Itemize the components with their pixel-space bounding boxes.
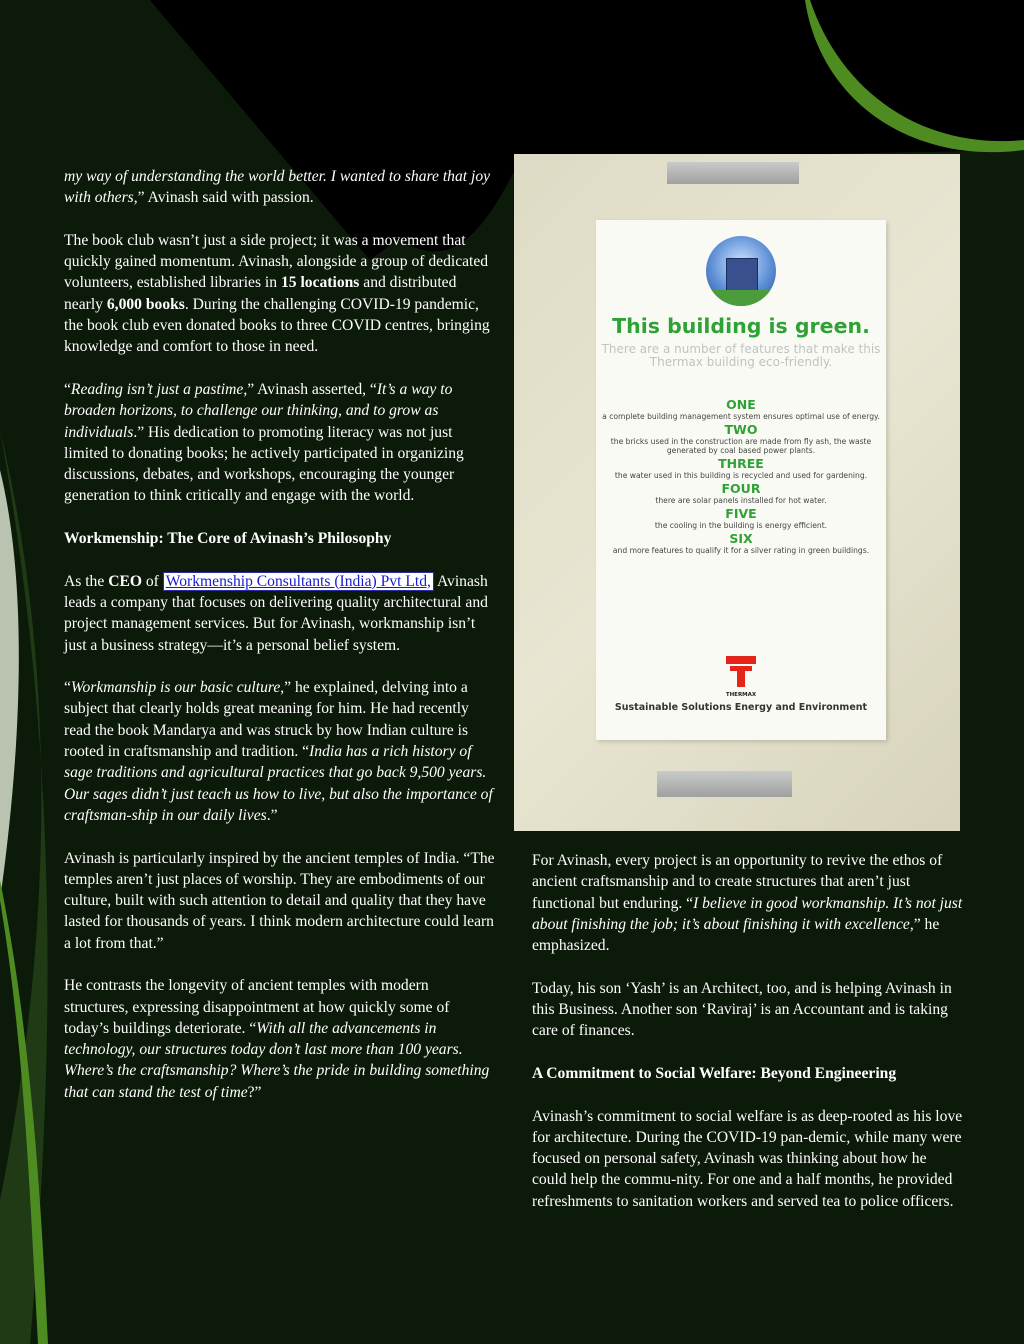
paragraph-sons: Today, his son ‘Yash’ is an Architect, too, and is helping Avinash in this Business. Another son ‘Raviraj’ is an Accountant and is taking care of finances. [532, 979, 952, 1040]
sign-points-list [596, 398, 886, 557]
text-span: of [141, 572, 163, 590]
paragraph-reading [64, 379, 496, 507]
green-building-sign-photo [514, 154, 960, 831]
sign-point-text: there are solar panels installed for hot water. [655, 496, 827, 505]
text-span: and distributed nearly [64, 274, 457, 313]
italic-quote: I believe in good workmanship. It’s not just about finishing the job; it’s about finishing it with excellence [532, 894, 963, 933]
sign-brand: THERMAX [725, 692, 757, 698]
text-span: .” His dedication to promoting literacy was not just limited to donating books; he actively participated in organizing discussions, debates, and workshops, encouraging the younger generation to think critically and engage with the world. [64, 423, 464, 505]
text-span: He contrasts the longevity of ancient temples with modern structures, expressing disappointment at how quickly some of today’s buildings deteriorate. “ [64, 977, 450, 1037]
sign-tagline: Sustainable Solutions Energy and Environment [614, 702, 868, 713]
bold-ceo: CEO [108, 572, 142, 590]
left-text-column [64, 166, 496, 1124]
paragraph-social-welfare: Avinash’s commitment to social welfare is as deep-rooted as his love for architecture. During the COVID-19 pan-demic, while many were focused on personal safety, Avinash was thinking about how he could help the commu-nity. For one and a half months, he provided refreshments to sanitation workers and served tea to police officers. [532, 1107, 963, 1210]
building-photo-icon [706, 236, 776, 306]
text-span: ,” he explained, delving into a subject that clearly holds great meaning for him. He had recently read the book Mandarya and was struck by how Indian culture is rooted in craftsmanship and tradition. “ [64, 679, 469, 761]
text-span: “ [64, 679, 71, 697]
text-span: As the [64, 572, 109, 590]
paragraph-quote-sharing [64, 166, 496, 209]
sign-point-text: a complete building management system ensures optimal use of energy. [602, 412, 880, 421]
bold-locations: 15 locations [280, 274, 360, 292]
sign-point-text: and more features to qualify it for a silver rating in green buildings. [612, 546, 870, 555]
paragraph-temples: Avinash is particularly inspired by the ancient temples of India. “The temples aren’t just places of worship. They are embodiments of our culture, built with such attention to detail and quality that they have lasted for thousands of years. I think modern architecture could learn a lot from that.” [64, 849, 495, 952]
sign-bracket-top [667, 162, 799, 184]
company-link[interactable]: Workmenship Consultants (India) Pvt Ltd, [163, 572, 434, 591]
italic-quote: Reading isn’t just a pastime [70, 380, 244, 398]
sign-point-number: FIVE [725, 506, 757, 521]
italic-quote: India has a rich history of sage traditions and agricultural practices that go back 9,500 years. Our sages didn’t just teach us how to live, but also the importance of craftsman-ship in our daily lives [64, 743, 493, 824]
text-span: ,” Avinash asserted, “ [243, 380, 377, 398]
italic-quote: With all the advancements in technology, our structures today don’t last more than 100 years. Where’s the craftsmanship? Where’s the pride in building something that can stand the test of time [64, 1019, 490, 1101]
paragraph-workmanship-culture [64, 677, 496, 826]
paragraph-book-club [64, 230, 496, 358]
sign-point-text: the water used in this building is recycled and used for gardening. [614, 471, 868, 480]
sign-point-number: ONE [726, 397, 756, 412]
text-span: Avinash leads a company that focuses on delivering quality architectural and project management services. But for Avinash, workmanship isn’t just a business strategy—it’s a personal belief system. [64, 572, 488, 654]
italic-quote: It’s a way to broaden horizons, to challenge our thinking, and to grow as individuals [64, 380, 453, 441]
text-span: ,” Avinash said with passion. [133, 189, 314, 207]
paragraph-longevity [64, 975, 496, 1103]
thermax-logo-icon [724, 654, 758, 688]
italic-quote: Workmanship is our basic culture [70, 679, 281, 697]
sign-point-text: the cooling in the building is energy efficient. [654, 521, 828, 530]
paragraph-revive-ethos [532, 850, 964, 956]
sign-board [596, 220, 886, 740]
sign-title: This building is green. [612, 314, 870, 338]
sign-subtitle: There are a number of features that make this Thermax building eco-friendly. [601, 342, 881, 369]
text-span: .” [266, 806, 278, 824]
sign-point-text: the bricks used in the construction are made from fly ash, the waste generated by coal based power plants. [610, 437, 872, 455]
text-span: The book club wasn’t just a side project; it was a movement that quickly gained momentum. Avinash, alongside a group of dedicated volunteers, established libraries in [64, 231, 489, 292]
text-span: “ [64, 380, 71, 398]
sign-bracket-bottom [657, 771, 792, 797]
section-heading-social-welfare: A Commitment to Social Welfare: Beyond Engineering [532, 1064, 897, 1082]
bold-books: 6,000 books [106, 295, 185, 313]
text-span: . During the challenging COVID-19 pandemic, the book club even donated books to three COVID centres, bringing knowledge and comfort to those in need. [64, 295, 490, 356]
right-text-column [532, 850, 964, 1233]
sign-point-number: SIX [729, 531, 753, 546]
paragraph-ceo [64, 571, 496, 656]
italic-quote: my way of understanding the world better. I wanted to share that joy with others [64, 168, 491, 207]
sign-point-number: FOUR [721, 481, 761, 496]
text-span: ?” [247, 1083, 262, 1101]
section-heading-workmenship: Workmenship: The Core of Avinash’s Philosophy [64, 530, 392, 548]
sign-point-number: THREE [718, 456, 764, 471]
text-span: ,” he emphasized. [532, 915, 940, 955]
sign-point-number: TWO [724, 422, 758, 437]
text-span: For Avinash, every project is an opportunity to revive the ethos of ancient craftsmanship and to create structures that aren’t just functional but enduring. “ [532, 852, 943, 912]
